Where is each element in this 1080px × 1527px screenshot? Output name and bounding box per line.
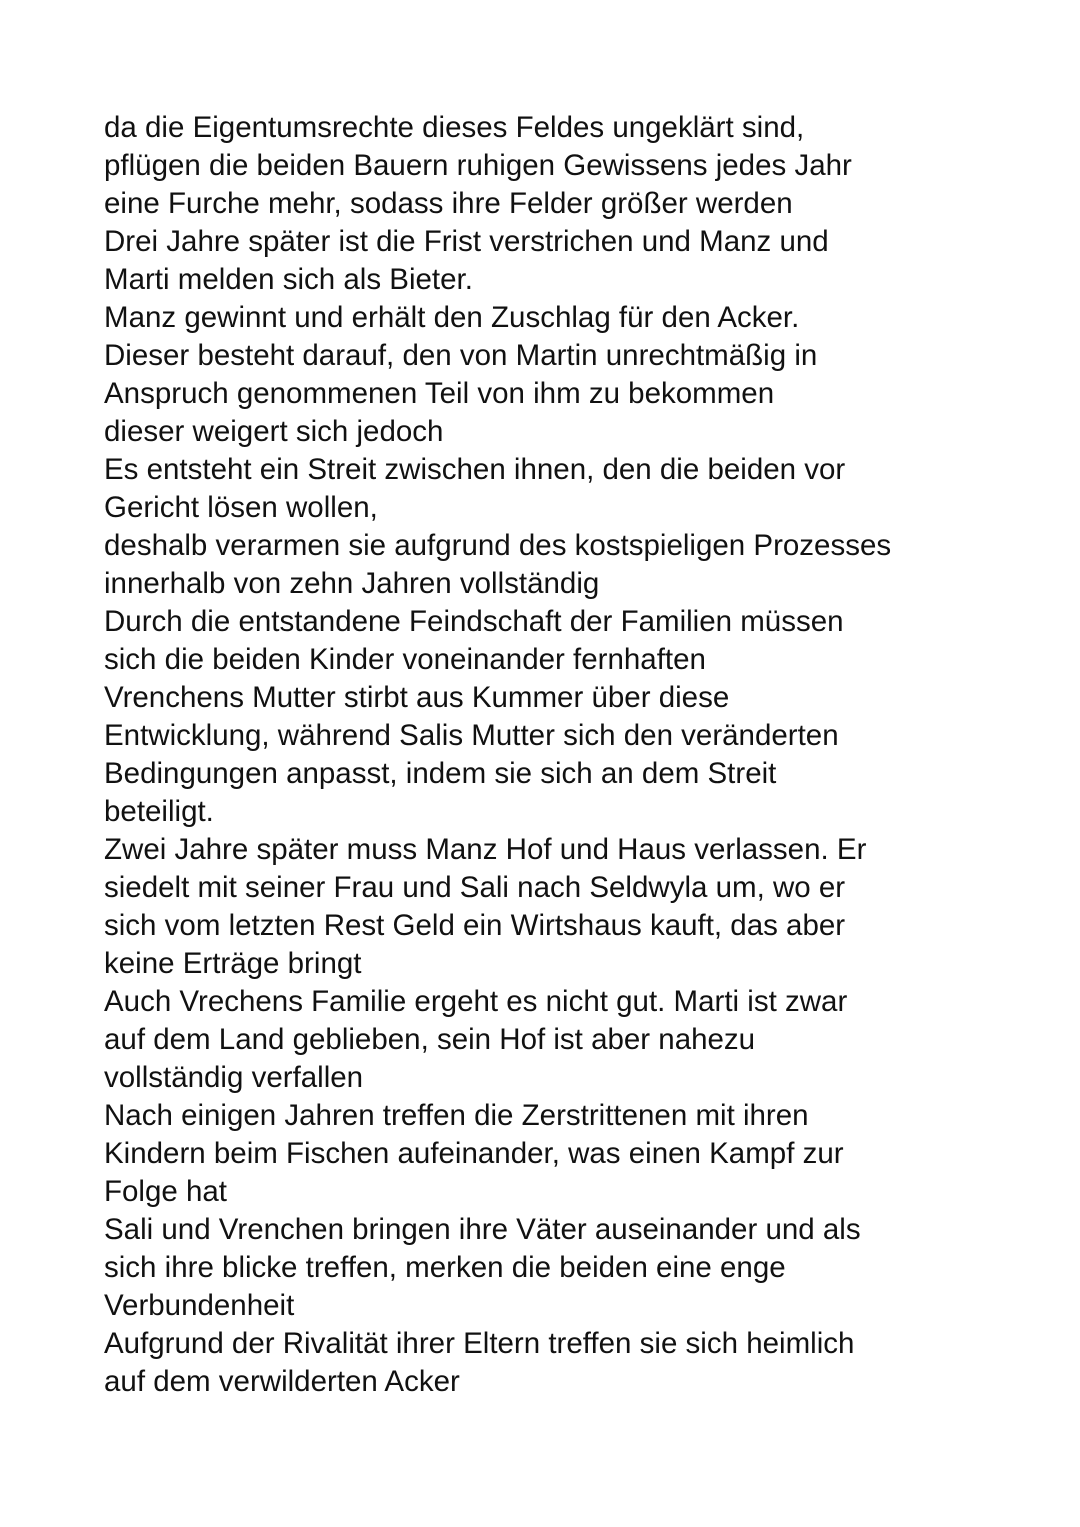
text-line: auf dem verwilderten Acker xyxy=(104,1365,460,1398)
text-line: vollständig verfallen xyxy=(104,1061,364,1094)
text-line: Verbundenheit xyxy=(104,1289,295,1322)
text-line: auf dem Land geblieben, sein Hof ist aber nahezu xyxy=(104,1023,756,1056)
text-line: da die Eigentumsrechte dieses Feldes ungeklärt sind, xyxy=(104,111,805,144)
text-line: Bedingungen anpasst, indem sie sich an dem Streit xyxy=(104,757,777,790)
text-line: Es entsteht ein Streit zwischen ihnen, den die beiden vor xyxy=(104,453,846,486)
text-line: Entwicklung, während Salis Mutter sich den veränderten xyxy=(104,719,839,752)
text-line: eine Furche mehr, sodass ihre Felder größer werden xyxy=(104,187,793,220)
document-body xyxy=(104,109,891,1401)
text-line: Auch Vrechens Familie ergeht es nicht gut. Marti ist zwar xyxy=(104,985,848,1018)
text-line: deshalb verarmen sie aufgrund des kostspieligen Prozesses xyxy=(104,529,892,562)
text-line: pflügen die beiden Bauern ruhigen Gewissens jedes Jahr xyxy=(104,149,852,182)
text-line: Drei Jahre später ist die Frist verstrichen und Manz und xyxy=(104,225,829,258)
text-line: Anspruch genommenen Teil von ihm zu bekommen xyxy=(104,377,775,410)
text-line: Vrenchens Mutter stirbt aus Kummer über diese xyxy=(104,681,730,714)
text-line: Sali und Vrenchen bringen ihre Väter auseinander und als xyxy=(104,1213,861,1246)
text-line: sich vom letzten Rest Geld ein Wirtshaus kauft, das aber xyxy=(104,909,846,942)
text-line: Dieser besteht darauf, den von Martin unrechtmäßig in xyxy=(104,339,818,372)
text-line: Kindern beim Fischen aufeinander, was einen Kampf zur xyxy=(104,1137,844,1170)
text-line: Aufgrund der Rivalität ihrer Eltern treffen sie sich heimlich xyxy=(104,1327,855,1360)
text-line: sich die beiden Kinder voneinander fernhaften xyxy=(104,643,706,676)
text-line: sich ihre blicke treffen, merken die beiden eine enge xyxy=(104,1251,786,1284)
text-line: dieser weigert sich jedoch xyxy=(104,415,444,448)
text-line: keine Erträge bringt xyxy=(104,947,362,980)
text-line: Folge hat xyxy=(104,1175,227,1208)
text-line: Nach einigen Jahren treffen die Zerstrittenen mit ihren xyxy=(104,1099,809,1132)
text-line: innerhalb von zehn Jahren vollständig xyxy=(104,567,600,600)
text-line: beteiligt. xyxy=(104,795,214,828)
text-line: Manz gewinnt und erhält den Zuschlag für den Acker. xyxy=(104,301,800,334)
text-line: Durch die entstandene Feindschaft der Familien müssen xyxy=(104,605,844,638)
text-line: Gericht lösen wollen, xyxy=(104,491,378,524)
text-line: siedelt mit seiner Frau und Sali nach Seldwyla um, wo er xyxy=(104,871,846,904)
text-line: Marti melden sich als Bieter. xyxy=(104,263,473,296)
text-line: Zwei Jahre später muss Manz Hof und Haus verlassen. Er xyxy=(104,833,867,866)
